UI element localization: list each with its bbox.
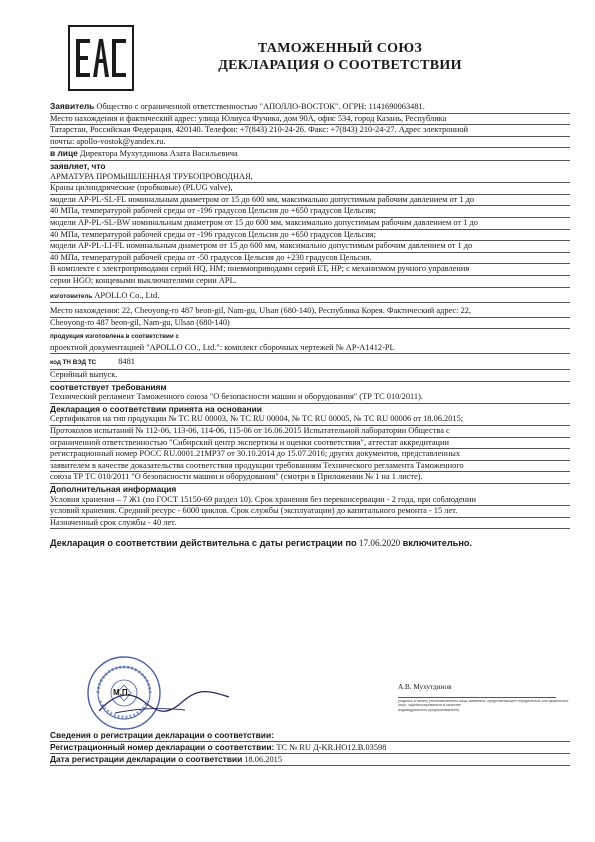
validity-suffix: включительно. — [402, 538, 473, 549]
basis-line: союза ТР ТС 010/2011 "О безопасности машин и оборудования" (смотри в Приложении № 1 на 1 листе). — [50, 472, 570, 484]
registration-info-label: Сведения о регистрации декларации о соответствии: — [50, 730, 570, 742]
product-line: 40 МПа, температурой рабочей среды от -196 градусов Цельсия до +650 градусов Цельсия; — [50, 206, 570, 218]
requirements-label: соответствует требованиям — [50, 381, 167, 392]
stamp-mark: М.П. — [113, 688, 130, 697]
applicant-address-line: Татарстан, Российская Федерация, 420140. Телефон: +7(843) 210-24-26. Факс: +7(843) 210-24-27. Адрес электронной — [50, 125, 570, 137]
registration-number-row — [50, 742, 570, 754]
product-line: АРМАТУРА ПРОМЫШЛЕННАЯ ТРУБОПРОВОДНАЯ, — [50, 172, 570, 184]
additional-label: Дополнительная информация — [50, 484, 177, 494]
basis-label: Декларация о соответствии принята на основании — [50, 403, 262, 414]
validity-label: Декларация о соответствии действительна с даты регистрации по — [50, 538, 357, 549]
signature-caption — [398, 699, 573, 712]
represented-row — [50, 148, 570, 161]
basis-line: Протоколов испытаний № 112-06, 113-06, 114-06, 115-06 от 16.06.2015 Испытательной лаборатории Общества с — [50, 426, 570, 438]
declares-label: заявляет, что — [50, 160, 106, 171]
manufacturer-label: изготовитель — [50, 292, 93, 300]
product-line: модели AP-PL-SL-BW номинальным диаметром от 15 до 600 мм, максимально допустимым рабочим давлением от 1 до — [50, 218, 570, 230]
title-line-1: ТАМОЖЕННЫЙ СОЮЗ — [257, 41, 423, 56]
basis-line: Сертификатов на тип продукции № ТС RU 00003, № ТС RU 00004, № ТС RU 00005, № ТС RU 00006 от 18.06.2015; — [50, 414, 570, 426]
product-line: В комплекте с электроприводами серий HQ, HM; пневмоприводами серий ET, HP; с механизмом ручного управления — [50, 264, 570, 276]
registration-section — [50, 730, 570, 766]
requirements-value: Технический регламент Таможенного союза "О безопасности машин и оборудования" (ТР ТС 010/2011). — [50, 392, 570, 404]
applicant-name: Общество с ограниченной ответственностью "АПОЛЛО-ВОСТОК". ОГРН: 1141690063481. — [94, 102, 425, 111]
manufacturer-row — [50, 291, 570, 304]
registration-date-row — [50, 754, 570, 766]
tnved-label: код ТН ВЭД ТС — [50, 359, 97, 367]
product-line: 40 МПа, температурой рабочей среды от -50 градусов Цельсия до +230 градусов Цельсия. — [50, 253, 570, 265]
product-line: модели AP-PL-LI-FL номинальным диаметром от 15 до 600 мм, максимально допустимым рабочим давлением от 1 до — [50, 241, 570, 253]
registration-date-label: Дата регистрации декларации о соответствии — [50, 754, 243, 764]
registration-number-value: ТС № RU Д-KR.НО12.В.03598 — [276, 743, 387, 752]
manufacturer-address-line: Место нахождения: 22, Cheoyong-ro 487 beon-gil, Nam-gu, Ulsan (680-140), Республика Корея. Фактический адрес: 22, — [50, 306, 570, 318]
validity-row — [50, 537, 570, 549]
product-line: модели AP-PL-SL-FL номинальным диаметром от 15 до 600 мм, максимально допустимым рабочим давлением от 1 до — [50, 195, 570, 207]
basis-line: заявителем в качестве доказательства соответствия продукции требованиям Технического регламента Таможенного — [50, 461, 570, 473]
additional-line: условий хранения. Средний ресурс - 6000 циклов. Срок службы (эксплуатации) до капитального ремонта - 15 лет. — [50, 506, 570, 518]
applicant-label: Заявитель — [50, 101, 95, 111]
applicant-address-line: Место нахождения и фактический адрес: улица Юлиуса Фучика, дом 90А, офис 534, город Казань, Республика — [50, 114, 570, 126]
signature-caption-line-1: (подпись и печать уполномоченного лица заявителя, представляющего юридическое или физическое лицо, зарегистрированное в качестве — [398, 699, 569, 708]
basis-line: ограниченной ответственностью "Сибирский центр экспертизы и оценки соответствия", аттестат аккредитации — [50, 438, 570, 450]
registration-number-label: Регистрационный номер декларации о соответствии: — [50, 742, 275, 752]
document-title — [150, 40, 530, 74]
validity-date: 17.06.2020 — [358, 538, 401, 549]
produced-value: проектной документацией "APOLLO CO., Ltd.": комплект сборочных чертежей № AP-A1412-PL — [50, 343, 570, 355]
applicant-address-line: почты: apollo-vostok@yandex.ru. — [50, 137, 570, 149]
additional-line: Назначенный срок службы - 40 лет. — [50, 518, 570, 530]
signatory-name: А.В. Мухутдинов — [398, 683, 452, 691]
manufacturer-name: APOLLO Co., Ltd. — [92, 290, 160, 300]
serial-release: Серийный выпуск. — [50, 370, 570, 382]
produced-label: продукция изготовлена в соответствии с — [50, 333, 180, 341]
represented-by: Директора Мухутдинова Азата Васильевича — [77, 149, 238, 159]
product-line: серии HGO; концевыми выключателями серии APL. — [50, 276, 570, 288]
declaration-body — [50, 101, 570, 549]
signature-caption-line-2: индивидуального предпринимателя) — [398, 707, 460, 712]
tnved-row — [50, 357, 570, 370]
signature-line — [398, 697, 556, 698]
title-line-2: ДЕКЛАРАЦИЯ О СООТВЕТСТВИИ — [218, 58, 462, 73]
represented-label: в лице — [50, 148, 78, 159]
registration-date-value: 18.06.2015 — [244, 755, 283, 764]
product-line: Краны цилиндрические (пробковые) (PLUG valve), — [50, 183, 570, 195]
tnved-value: 8481 — [118, 357, 135, 367]
manufacturer-address-line: Cheoyong-ro 487 beon-gil, Nam-gu, Ulsan (680-140) — [50, 318, 570, 330]
product-line: 40 МПа, температурой рабочей среды от -196 градусов Цельсия до +650 градусов Цельсия; — [50, 230, 570, 242]
eac-logo — [68, 25, 134, 91]
additional-line: Условия хранения – 7 Ж1 (по ГОСТ 15150-69 раздел 10). Срок хранения без переконсервации - 2 года, при соблюдении — [50, 495, 570, 507]
applicant-row — [50, 101, 570, 114]
basis-line: регистрационный номер РОСС RU.0001.21МР37 от 30.10.2014 до 15.07.2016; других документов, представленных — [50, 449, 570, 461]
